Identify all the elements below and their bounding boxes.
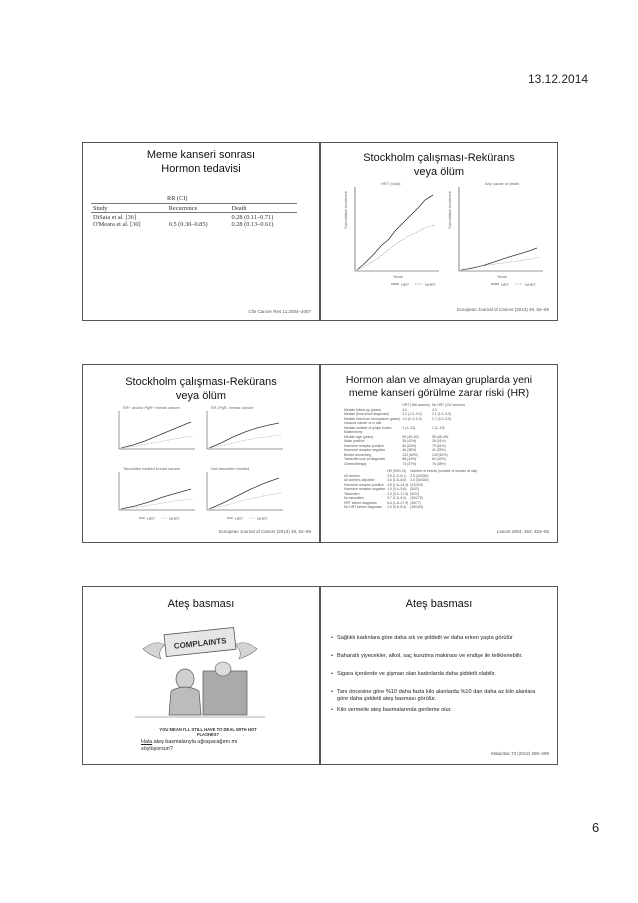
baseline-table <box>343 403 466 466</box>
table-header-row <box>91 205 297 213</box>
slide-title: Stockholm çalışması-Rekürans veya ölüm <box>125 376 277 402</box>
cell: (5/22) <box>410 487 420 491</box>
bullet-item: • Sağlıklı kadınlara göre daha sık ve şiddetli ve daha erken yaşta görülür <box>331 635 547 642</box>
row-label: Chemotherapy <box>344 461 367 466</box>
print-date: 13.12.2014 <box>528 72 589 86</box>
column-header: Number of events (number of women at risk) <box>410 469 478 473</box>
panel-title: ER+ and/or PgR+ breast cancer <box>123 405 180 410</box>
cell: 1.9 (0.4–9.8) <box>387 487 407 491</box>
recurrence-cell <box>167 214 230 221</box>
km-panel <box>207 411 283 449</box>
slide-5 <box>82 586 320 765</box>
row-label: Hormone receptor positive <box>344 443 384 448</box>
legend-label-nhrt: NHRT <box>257 516 269 521</box>
series-line-hrt <box>461 248 537 270</box>
cell: 3.6 (1.5–8.6) <box>387 478 407 482</box>
citation: Maturitas 73 (2012) 295–299 <box>491 751 549 756</box>
slide-title: Ateş basması <box>167 598 235 610</box>
bullet-item: • Sigara içenlerde ve şişman olan kadınlarda daha şiddetli olabilir. <box>331 671 547 678</box>
left-wing-icon <box>143 643 165 659</box>
citation: European Journal of Cancer (2013) 49, 52–59 <box>457 307 549 312</box>
hr-table <box>343 469 478 510</box>
cell: 84 (42%) <box>431 457 446 461</box>
km-charts <box>83 365 319 542</box>
row-label: Mastectomy <box>344 430 363 434</box>
legend-label-nhrt: NHRT <box>169 516 181 521</box>
cell: 55 (48–59) <box>431 434 449 439</box>
cell: 41 (39%) <box>431 448 446 452</box>
hot-flash-cartoon <box>135 619 265 723</box>
km-panel <box>119 472 195 510</box>
column-header: Recurrence <box>168 205 198 212</box>
cell: 125 (62%) <box>431 452 448 457</box>
series-line-hrt <box>121 489 191 509</box>
death-cell: 0.28 (0.13–0.61) <box>231 221 274 228</box>
series-line-nhrt <box>357 225 435 270</box>
table-row <box>343 505 478 510</box>
series-line-hrt <box>121 422 191 448</box>
cell: 55 (49–62) <box>402 434 419 439</box>
cell: 2.0 (0.2–17.6) <box>387 491 409 496</box>
slide-1 <box>82 142 320 321</box>
cell: 88 (44%) <box>402 457 417 461</box>
row-label: Breast conserving <box>344 452 372 457</box>
row-label: Median follow-up (years) <box>344 407 382 412</box>
series-line-nhrt <box>209 493 281 509</box>
row-label: No HRT before diagnosis <box>344 505 382 509</box>
cell: 1.0 (0.3–2.0) <box>402 416 422 421</box>
slide-4 <box>320 364 558 543</box>
page-number: 6 <box>592 820 600 835</box>
slide-title: Hormon alan ve almayan gruplarda yeni meme kanseri görülme zarar riski (HR) <box>345 374 533 399</box>
bullet-item: • Baharatlı yiyecekler, alkol, saç kurutma makinası ve endişe ile tetiklenebilir. <box>331 653 547 660</box>
person-head-icon <box>176 669 194 689</box>
slide-6 <box>320 586 558 765</box>
cell: 4.0 <box>431 407 437 412</box>
study-cell: DiSaia et al. [36] <box>93 214 137 221</box>
cell: (5/22) <box>410 491 420 496</box>
legend-label-hrt: HRT <box>147 516 156 521</box>
legend-label-nhrt: NHRT <box>425 282 437 287</box>
cell: 35 (42%) <box>402 439 417 443</box>
cell: 3.5 (1.5–8.1) <box>387 473 407 478</box>
series-line-hrt <box>357 195 433 270</box>
cell: (18/184) <box>410 505 423 509</box>
right-wing-icon <box>235 643 257 659</box>
cell: 4.0 <box>402 407 408 412</box>
km-panel <box>207 472 283 510</box>
y-axis-label: Cumulative incidence <box>447 190 452 229</box>
citation: Clin Cancer Res 11:2004–2007 <box>248 309 311 314</box>
cell: (30/275) <box>410 496 423 500</box>
bullet-item: • Tanı öncesine göre %10 daha fazla kilo alanlarda %10 dan daha az kilo alanlara göre daha şiddetli ateş basması görülür. <box>331 689 547 704</box>
cell: 4.8 (1.6–14.4) <box>387 482 409 487</box>
table-row <box>343 462 466 467</box>
cell: 35 (41%) <box>431 439 446 443</box>
km-panel-left <box>355 187 439 271</box>
series-line-nhrt <box>209 435 281 448</box>
study-cell: O'Meara et al. [30] <box>93 221 141 228</box>
cell: 2.5 (0.8–8.4) <box>387 505 407 509</box>
slide-title: Meme kanseri sonrası Hormon tedavisi <box>146 149 256 175</box>
cell: 1.7 (0.2–3.0) <box>431 416 452 421</box>
row-label: Invasive cancer or in situ <box>344 421 382 425</box>
series-line-nhrt <box>121 436 193 448</box>
legend-label-nhrt: NHRT <box>525 282 537 287</box>
cell: 1 (1–13) <box>402 425 415 430</box>
citation: Lancet 2004; 363: 453–55 <box>496 529 549 534</box>
slide-title: Stockholm çalışması-Rekürans veya ölüm <box>363 152 515 178</box>
caption-highlight: Hala <box>141 739 153 745</box>
citation: European Journal of Cancer (2013) 49, 52–59 <box>219 529 311 534</box>
panel-title: HRT (total) <box>381 181 401 186</box>
bullet-item: • Kilo vermeile ateş basmalarında gerileme olur. <box>331 707 547 714</box>
row-label: Node positive <box>344 439 365 443</box>
column-header: Study <box>93 205 108 212</box>
panel-title: Tamoxifen treated breast cancer <box>123 466 181 471</box>
cell: (26/77) <box>410 500 421 505</box>
km-panel <box>119 411 195 449</box>
row-label: HRT before diagnosis <box>344 500 377 505</box>
legend-label-hrt: HRT <box>501 282 510 287</box>
cell: 122 (60%) <box>402 452 419 457</box>
x-axis-label: Years <box>393 274 404 279</box>
cell: 3.7 (1.5–9.0) <box>387 496 407 500</box>
cell: 2.2 (1.0–3.0) <box>402 412 422 416</box>
cell: 76 (38%) <box>431 461 446 466</box>
table-row <box>91 221 297 228</box>
death-cell: 0.28 (0.11–0.71) <box>231 214 274 221</box>
cell: 6.6 (1.6–27.9) <box>387 500 409 505</box>
row-label: Median number of lymph nodes <box>344 425 392 430</box>
column-header: HRT (168 women) <box>402 403 430 407</box>
desk-icon <box>203 671 247 715</box>
panel-title: Any cause of death <box>485 181 520 186</box>
cartoon-caption: YOU MEAN I'LL STILL HAVE TO DEAL WITH HOT FLASHES? <box>159 727 257 737</box>
turkish-caption <box>141 739 261 752</box>
table-rule <box>91 203 297 204</box>
caption-rest: ateş basmalarıyla uğraşacağımı mı söylüyorsun? <box>141 739 238 752</box>
km-panel-right <box>459 187 543 271</box>
cell: 46 (38%) <box>402 448 417 452</box>
person-body-icon <box>169 687 201 715</box>
panel-title: ER-/PgR- breast cancer <box>211 405 254 410</box>
row-label: All women, adjusted <box>344 478 375 482</box>
row-label: Median time from menopause (years) <box>344 416 401 421</box>
row-label: Hormone receptor positive <box>344 482 384 487</box>
row-label: Median (time since diagnosis) <box>344 412 389 416</box>
cell: 80 (63%) <box>402 443 417 448</box>
row-label: Median age (years) <box>344 434 374 439</box>
legend-label-hrt: HRT <box>235 516 244 521</box>
recurrence-cell: 0.5 (0.30–0.85) <box>168 221 208 228</box>
table-row <box>91 214 297 221</box>
column-header: HR (95% CI) <box>387 469 407 473</box>
cell: 74 (37%) <box>402 461 417 466</box>
cell: 2.5 (34/345) <box>410 473 429 478</box>
table-row <box>343 412 466 417</box>
column-header: No HRT (202 women) <box>431 403 465 407</box>
row-label: Tamoxifen <box>344 491 360 496</box>
slide-title: Ateş basması <box>405 598 473 610</box>
clerk-head-icon <box>215 662 231 676</box>
row-label: Tamoxifen use at diagnosis <box>344 457 385 461</box>
panel-title: Not tamoxifen treated <box>211 466 250 471</box>
slide-3 <box>82 364 320 543</box>
row-label: Hormone receptor negative <box>344 487 386 491</box>
cell: 1 (1–13) <box>431 425 445 430</box>
slide-2 <box>320 142 558 321</box>
complaints-sign-text: COMPLAINTS <box>173 636 227 651</box>
rr-table <box>91 205 297 228</box>
km-charts <box>321 143 557 320</box>
cell: 2.1 (1.0–3.0) <box>431 412 452 416</box>
cell: 2.6 (34/345) <box>410 478 429 482</box>
cell: 75 (61%) <box>431 443 446 448</box>
legend-label-hrt: HRT <box>401 282 410 287</box>
row-label: All women <box>344 473 360 478</box>
row-label: No tamoxifen <box>344 496 364 500</box>
table-caption: RR (CI) <box>167 195 188 202</box>
y-axis-label: Cumulative incidence <box>343 190 348 229</box>
cell: (41/203) <box>410 482 423 487</box>
column-header: Death <box>231 205 247 212</box>
series-line-hrt <box>209 423 279 448</box>
series-line-hrt <box>209 478 279 509</box>
row-label: Hormone receptor negative <box>344 448 386 452</box>
series-line-nhrt <box>121 499 193 509</box>
x-axis-label: Years <box>497 274 508 279</box>
